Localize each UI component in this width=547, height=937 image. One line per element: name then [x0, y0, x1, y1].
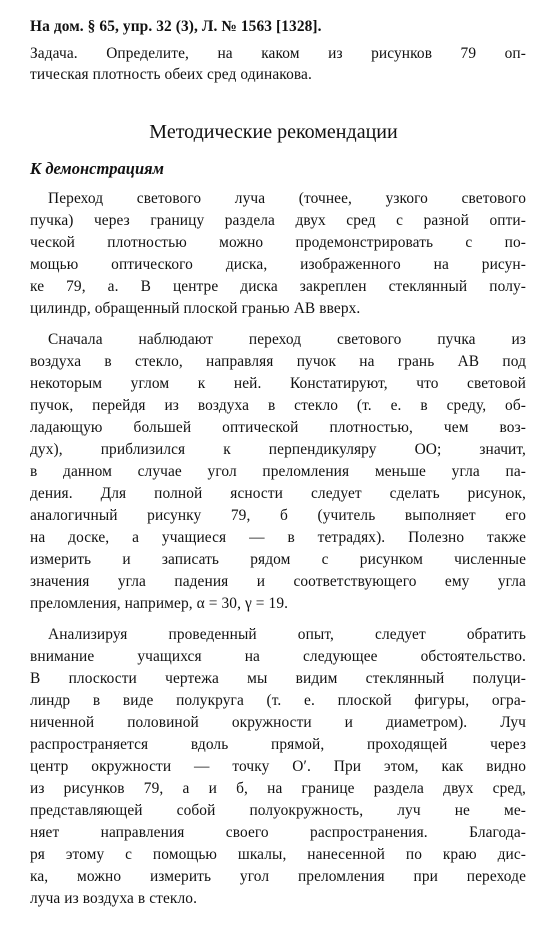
text-line: линдр в виде полукруга (т. е. плоской фигуры, огра-: [30, 692, 526, 709]
text-line: Анализируя проведенный опыт, следует обратить: [48, 626, 526, 643]
text-line: ладающую большей оптической плотностью, чем воз-: [30, 419, 526, 436]
text-line: ческой плотностью можно продемонстрировать с по-: [30, 234, 526, 251]
text-line: на доске, а учащиеся — в тетрадях). Полезно также: [30, 529, 526, 546]
text-line: луча из воздуха в стекло.: [30, 890, 198, 907]
task-line-2: тическая плотность обеих сред одинакова.: [30, 66, 312, 83]
text-line: в данном случае угол преломления меньше угла па-: [30, 463, 526, 480]
section-title: Методические рекомендации: [149, 121, 398, 143]
text-line: Переход светового луча (точнее, узкого светового: [48, 190, 526, 207]
text-line: ке 79, а. В центре диска закреплен стеклянный полу-: [30, 278, 526, 295]
text-line: ниченной половиной окружности и диаметром). Луч: [30, 714, 526, 731]
text-line: представляющей собой полуокружность, луч не ме-: [30, 802, 526, 819]
text-line: цилиндр, обращенный плоской гранью AB вверх.: [30, 300, 361, 317]
text-line: центр окружности — точку O′. При этом, как видно: [30, 758, 526, 775]
text-line: няет направления своего распространения. Благода-: [30, 824, 526, 841]
text-line: аналогичный рисунку 79, б (учитель выполняет его: [30, 507, 526, 524]
text-line: воздуха в стекло, направляя пучок на грань AB под: [30, 353, 526, 370]
task-line-1: Задача. Определите, на каком из рисунков 79 оп-: [30, 45, 526, 62]
text-line: ря этому с помощью шкалы, нанесенной по краю дис-: [30, 846, 526, 863]
text-line: В плоскости чертежа мы видим стеклянный полуци-: [30, 670, 526, 687]
text-line: дения. Для полной ясности следует сделать рисунок,: [30, 485, 526, 502]
homework-line: На дом. § 65, упр. 32 (3), Л. № 1563 [1328].: [30, 18, 322, 35]
text-line: пучка) через границу раздела двух сред с разной опти-: [30, 212, 526, 229]
text-line: ка, можно измерить угол преломления при переходе: [30, 868, 526, 885]
text-line: Сначала наблюдают переход светового пучка из: [48, 331, 526, 348]
text-line: пучок, перейдя из воздуха в стекло (т. е. в среду, об-: [30, 397, 526, 414]
text-line: внимание учащихся на следующее обстоятельство.: [30, 648, 526, 665]
text-line: значения угла падения и соответствующего ему угла: [30, 573, 526, 590]
text-line: из рисунков 79, а и б, на границе раздела двух сред,: [30, 780, 526, 797]
text-line: дух), приблизился к перпендикуляру OO; значит,: [30, 441, 526, 458]
section-subtitle: К демонстрациям: [30, 159, 164, 178]
text-line: измерить и записать рядом с рисунком численные: [30, 551, 526, 568]
text-line: некоторым углом к ней. Констатируют, что световой: [30, 375, 526, 392]
text-line: распространяется вдоль прямой, проходящей через: [30, 736, 526, 753]
text-line: мощью оптического диска, изображенного на рисун-: [30, 256, 526, 273]
text-line: преломления, например, α = 30, γ = 19.: [30, 595, 289, 612]
